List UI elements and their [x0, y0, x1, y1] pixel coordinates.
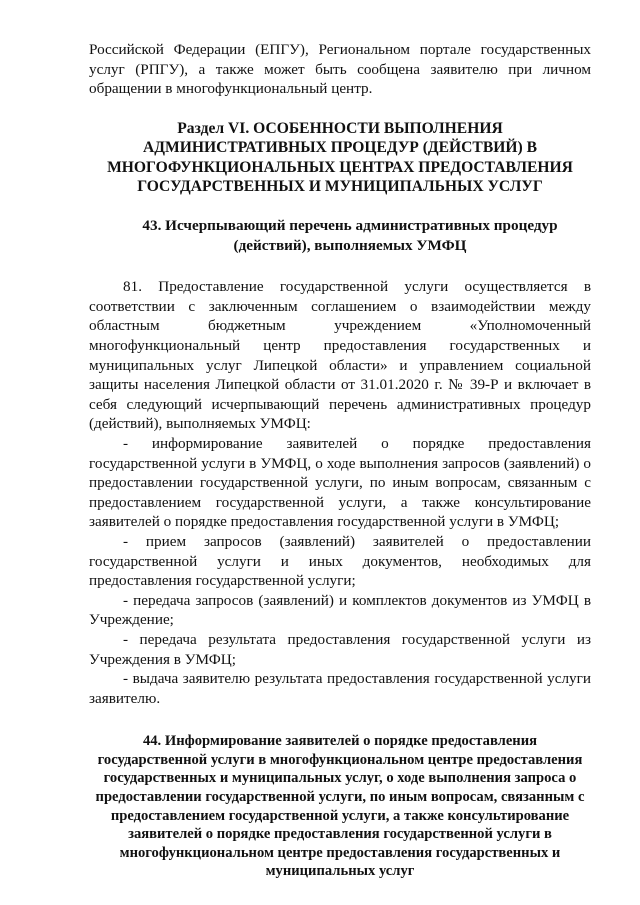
list-item: - передача результата предоставления государственной услуги из Учреждения в УМФЦ; [89, 630, 591, 668]
list-item: - информирование заявителей о порядке предоставления государственной услуги в УМФЦ, о ходе выполнения запросов (заявлений) о предоставлении государственной услуги, по иным вопросам, связанным с предоставлением государственной услуги, а также консультирование заявителей о порядке предоставления государственной услуги в УМФЦ; [89, 434, 591, 531]
paragraph-81: 81. Предоставление государственной услуги осуществляется в соответствии с заключенным соглашением о взаимодействии между областным бюджетным учреждением «Уполномоченный многофункциональный центр предоставления государственных и муниципальных услуг Липецкой области» и управлением социальной защиты населения Липецкой области от 31.01.2020 г. № 39-Р и включает в себя следующий исчерпывающий перечень административных процедур (действий), выполняемых УМФЦ: [89, 278, 591, 433]
intro-paragraph: Российской Федерации (ЕПГУ), Региональном портале государственных услуг (РПГУ), а также может быть сообщена заявителю при личном обращении в многофункциональный центр. [89, 41, 591, 98]
subsection-44-heading: 44. Информирование заявителей о порядке предоставления государственной услуги в многофункциональном центре предоставления государственных и муниципальных услуг, о ходе выполнения запроса о предоставлении государственной услуги, по иным вопросам, связанным с предоставлением государственной услуги, а также консультирование заявителей о порядке предоставления государственной услуги в многофункциональном центре предоставления государственных и муниципальных услуг [95, 733, 585, 880]
list-item: - прием запросов (заявлений) заявителей о предоставлении государственной услуги и иных документов, необходимых для предоставления государственной услуги; [89, 532, 591, 590]
list-item: - выдача заявителю результата предоставления государственной услуги заявителю. [89, 670, 591, 707]
subsection-43-heading: 43. Исчерпывающий перечень административных процедур (действий), выполняемых УМФЦ [142, 217, 558, 254]
document-page [89, 40, 591, 881]
list-item: - передача запросов (заявлений) и комплектов документов из УМФЦ в Учреждение; [89, 591, 591, 629]
section-heading: Раздел VI. ОСОБЕННОСТИ ВЫПОЛНЕНИЯ АДМИНИСТРАТИВНЫХ ПРОЦЕДУР (ДЕЙСТВИЙ) В МНОГОФУНКЦИОНАЛЬНЫХ ЦЕНТРАХ ПРЕДОСТАВЛЕНИЯ ГОСУДАРСТВЕННЫХ И МУНИЦИПАЛЬНЫХ УСЛУГ [107, 119, 573, 195]
